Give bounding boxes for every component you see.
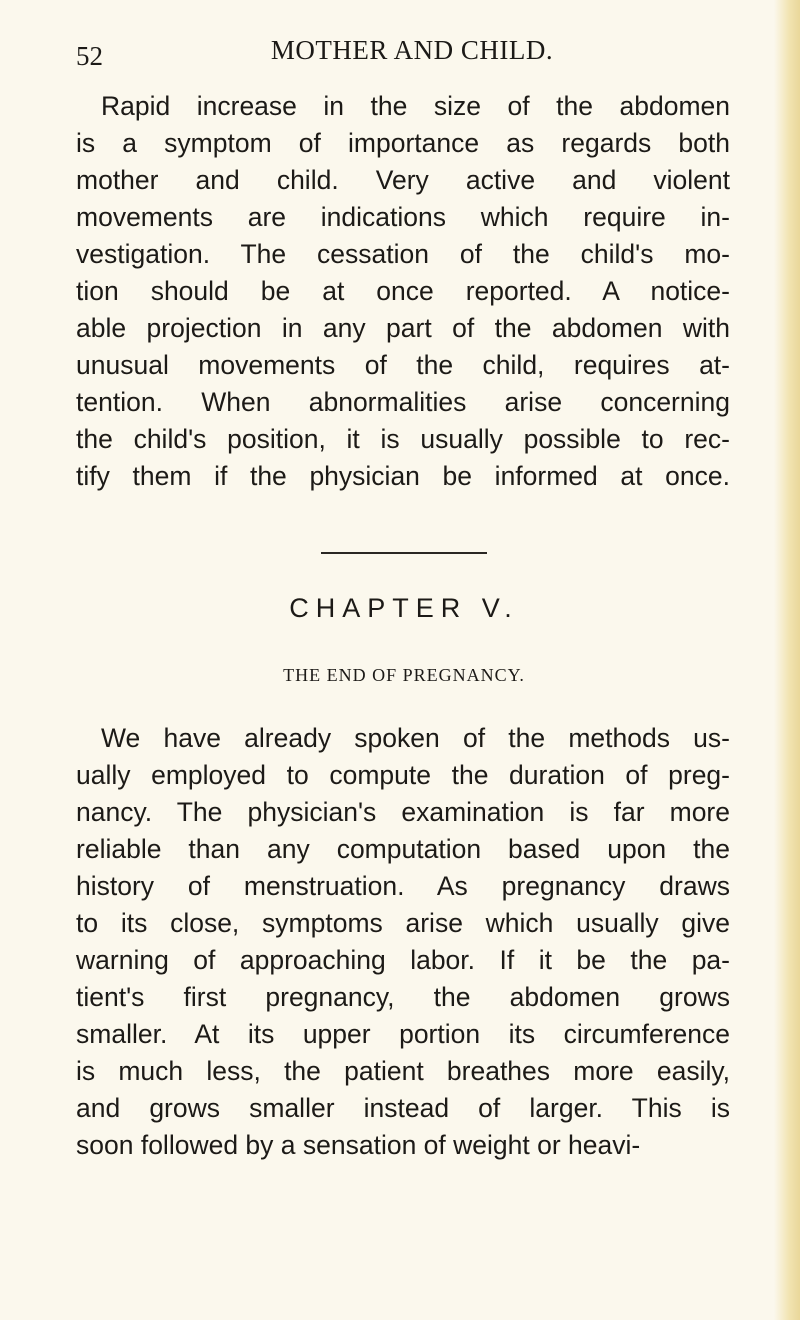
text-line: is much less, the patient breathes more easily, — [76, 1056, 730, 1086]
text-line: reliable than any computation based upon the — [76, 834, 730, 864]
text-line: is a symptom of importance as regards both — [76, 128, 730, 158]
text-line: tify them if the physician be informed at once. — [76, 461, 730, 491]
chapter-subtitle: THE END OF PREGNANCY. — [283, 665, 525, 685]
text-line: history of menstruation. As pregnancy draws — [76, 871, 730, 901]
text-line: the child's position, it is usually possible to rec- — [76, 424, 730, 454]
paragraph-1 — [76, 88, 730, 495]
page-edge-shadow — [774, 0, 800, 1320]
text-line: unusual movements of the child, requires at- — [76, 350, 730, 380]
text-line: vestigation. The cessation of the child's mo- — [76, 239, 730, 269]
text-line: movements are indications which require in- — [76, 202, 730, 232]
text-line: ually employed to compute the duration of preg- — [76, 760, 730, 790]
text-line: mother and child. Very active and violent — [76, 165, 730, 195]
text-line: tention. When abnormalities arise concerning — [76, 387, 730, 417]
text-line: to its close, symptoms arise which usually give — [76, 908, 730, 938]
text-line: tion should be at once reported. A notice- — [76, 276, 730, 306]
text-line: nancy. The physician's examination is far more — [76, 797, 730, 827]
text-line: Rapid increase in the size of the abdomen — [101, 91, 730, 121]
chapter-title: CHAPTER V. — [289, 593, 519, 623]
text-line: smaller. At its upper portion its circumference — [76, 1019, 730, 1049]
chapter-divider-rule — [321, 552, 487, 554]
text-line: tient's first pregnancy, the abdomen grows — [76, 982, 730, 1012]
running-head: MOTHER AND CHILD. — [270, 35, 554, 65]
paragraph-2 — [76, 720, 730, 1164]
text-line: We have already spoken of the methods us- — [101, 723, 730, 753]
text-line: warning of approaching labor. If it be the pa- — [76, 945, 730, 975]
text-line: able projection in any part of the abdomen with — [76, 313, 730, 343]
text-line: and grows smaller instead of larger. This is — [76, 1093, 730, 1123]
text-line: soon followed by a sensation of weight or heavi- — [76, 1130, 641, 1160]
page-number: 52 — [76, 41, 103, 71]
